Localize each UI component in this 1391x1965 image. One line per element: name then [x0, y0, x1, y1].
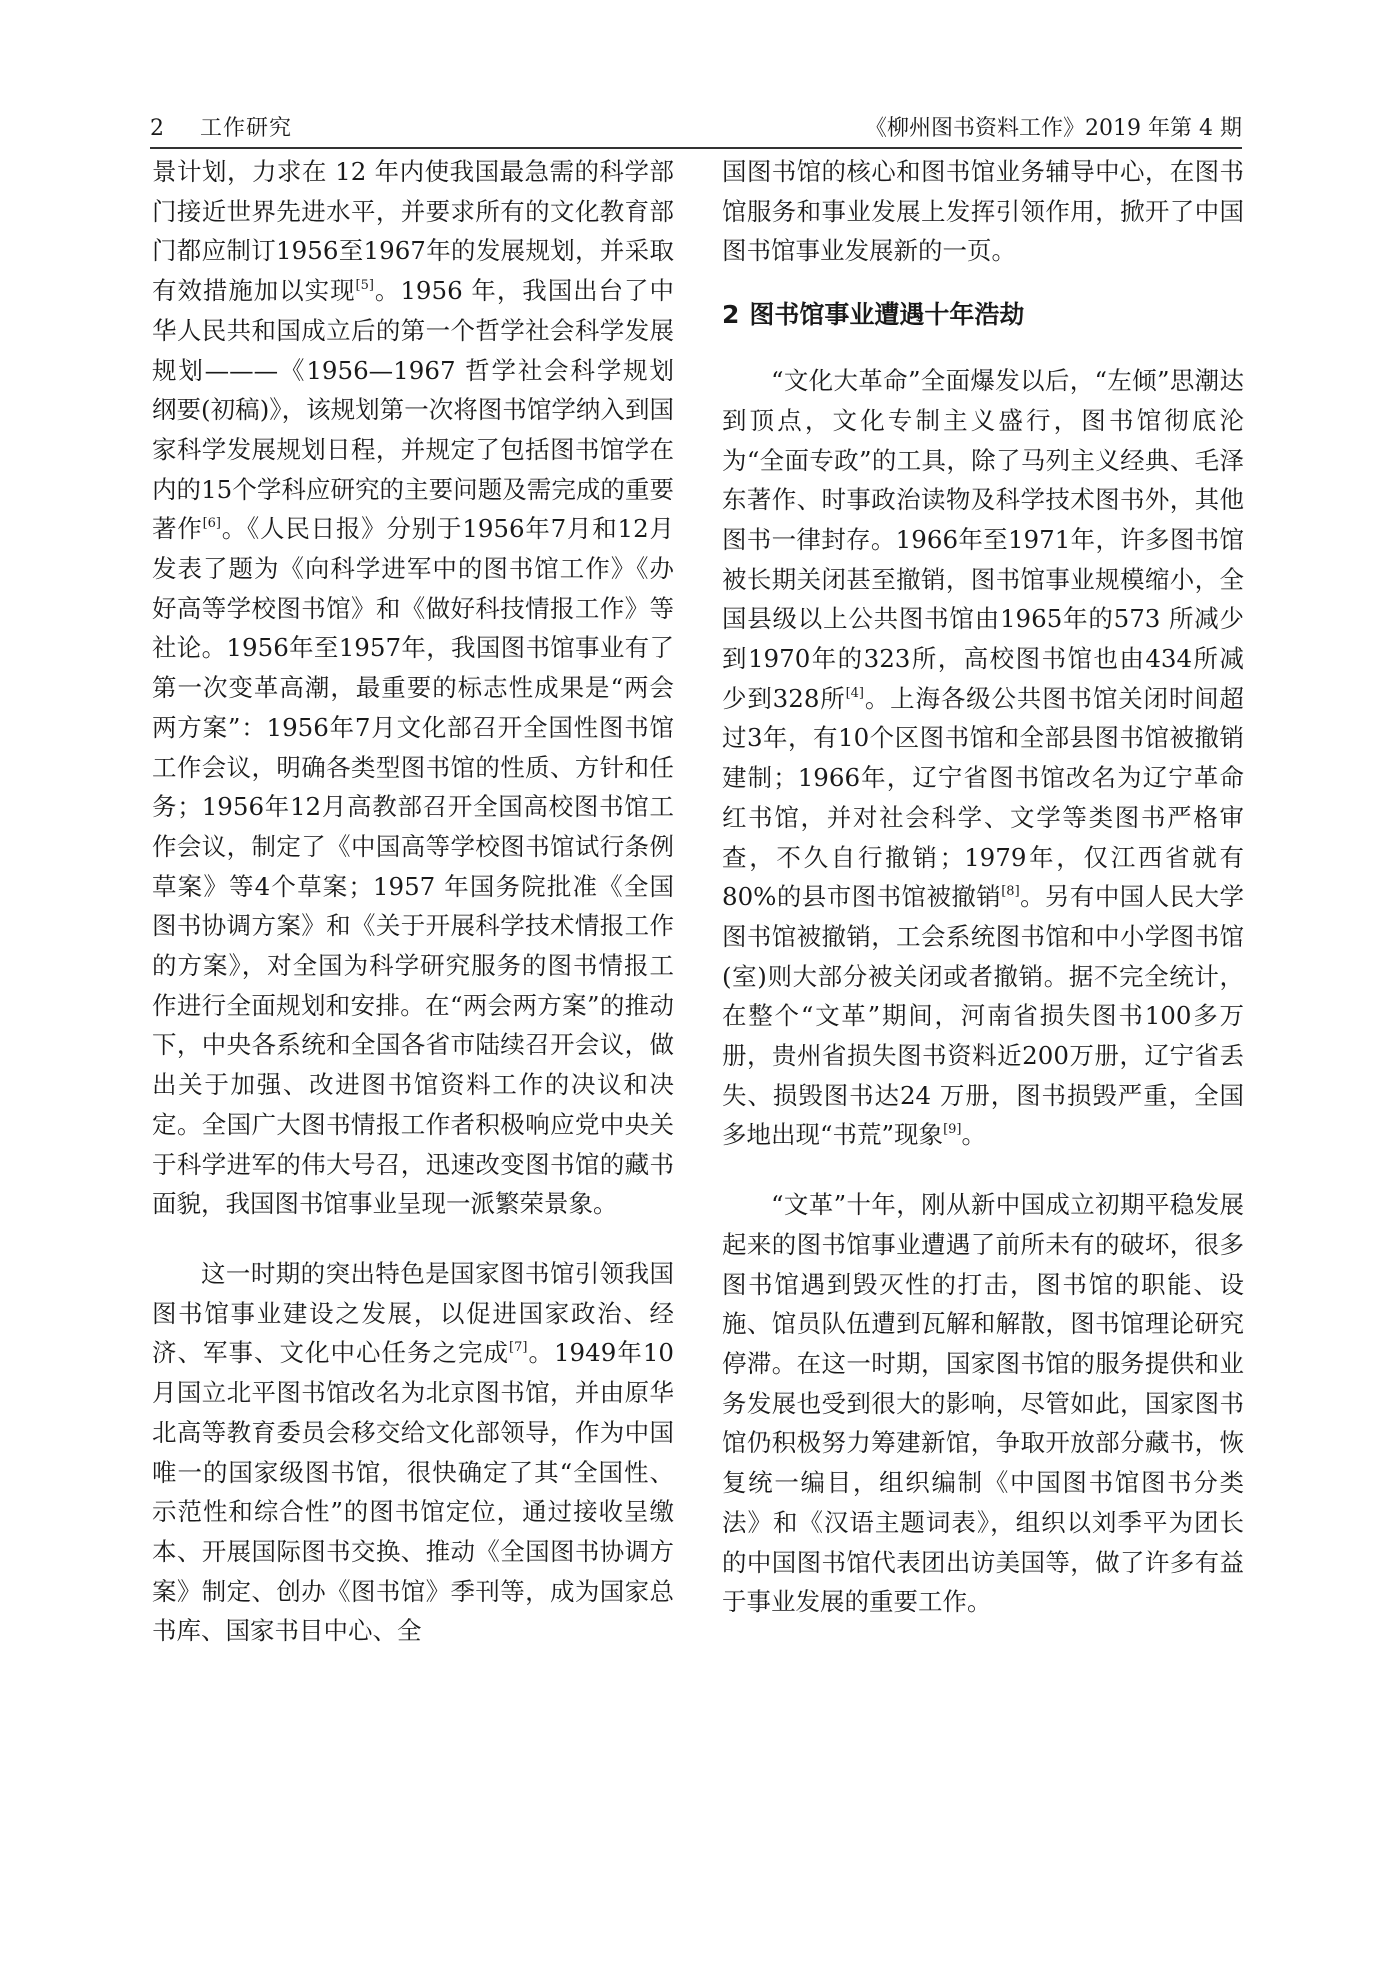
citation: [8]	[1001, 884, 1020, 900]
section-title: 图书馆事业遭遇十年浩劫	[749, 300, 1025, 330]
citation: [7]	[509, 1340, 528, 1356]
section-name: 工作研究	[200, 116, 293, 141]
citation: [5]	[355, 278, 374, 294]
citation: [4]	[845, 685, 865, 701]
header-rule	[150, 147, 1242, 149]
citation: [6]	[202, 516, 221, 532]
running-header	[150, 112, 1242, 146]
paragraph: 这一时期的突出特色是国家图书馆引领我国图书馆事业建设之发展，以促进国家政治、经济、军事、文化中心任务之完成[7]。1949年10月国立北平图书馆改名为北京图书馆，并由原华北高等教育委员会移交给文化部领导，作为中国唯一的国家级图书馆，很快确定了其“全国性、示范性和综合性”的图书馆定位，通过接收呈缴本、开展国际图书交换、推动《全国图书协调方案》制定、创办《图书馆》季刊等，成为国家总书库、国家书目中心、全	[152, 1258, 675, 1646]
journal-issue: 《柳州图书资料工作》2019 年第 4 期	[865, 116, 1242, 141]
section-heading	[722, 295, 1244, 335]
citation: [9]	[943, 1122, 962, 1138]
paragraph: 景计划，力求在 12 年内使我国最急需的科学部门接近世界先进水平，并要求所有的文化教育部门都应制订1956至1967年的发展规划，并采取有效措施加以实现[5]。1956 年，我国出台了中华人民共和国成立后的第一个哲学社会科学发展规划———《1956—1967 哲学社会科学规划纲要(初稿)》，该规划第一次将图书馆学纳入到国家科学发展规划日程，并规定了包括图书馆学在内的15个学科应研究的主要问题及需完成的重要著作[6]。《人民日报》分别于1956年7月和12月发表了题为《向科学进军中的图书馆工作》《办好高等学校图书馆》和《做好科技情报工作》等社论。1956年至1957年，我国图书馆事业有了第一次变革高潮，最重要的标志性成果是“两会两方案”：1956年7月文化部召开全国性图书馆工作会议，明确各类型图书馆的性质、方针和任务；1956年12月高教部召开全国高校图书馆工作会议，制定了《中国高等学校图书馆试行条例草案》等4个草案；1957 年国务院批准《全国图书协调方案》和《关于开展科学技术情报工作的方案》，对全国为科学研究服务的图书情报工作进行全面规划和安排。在“两会两方案”的推动下，中央各系统和全国各省市陆续召开会议，做出关于加强、改进图书馆资料工作的决议和决定。全国广大图书情报工作者积极响应党中央关于科学进军的伟大号召，迅速改变图书馆的藏书面貌，我国图书馆事业呈现一派繁荣景象。	[152, 157, 675, 1219]
left-column	[152, 152, 674, 1651]
paragraph: 国图书馆的核心和图书馆业务辅导中心，在图书馆服务和事业发展上发挥引领作用，掀开了中国图书馆事业发展新的一页。	[722, 157, 1244, 266]
right-column	[722, 152, 1244, 1622]
page-number: 2	[150, 116, 164, 141]
paragraph: “文化大革命”全面爆发以后，“左倾”思潮达到顶点，文化专制主义盛行，图书馆彻底沦为“全面专政”的工具，除了马列主义经典、毛泽东著作、时事政治读物及科学技术图书外，其他图书一律封存。1966年至1971年，许多图书馆被长期关闭甚至撤销，图书馆事业规模缩小，全国县级以上公共图书馆由1965年的573 所减少到1970年的323所，高校图书馆也由434所减少到328所[4]。上海各级公共图书馆关闭时间超过3年，有10个区图书馆和全部县图书馆被撤销建制；1966年，辽宁省图书馆改名为辽宁革命红书馆，并对社会科学、文学等类图书严格审查，不久自行撤销；1979年，仅江西省就有80%的县市图书馆被撤销[8]。另有中国人民大学图书馆被撤销，工会系统图书馆和中小学图书馆(室)则大部分被关闭或者撤销。据不完全统计，在整个“文革”期间，河南省损失图书100多万册，贵州省损失图书资料近200万册，辽宁省丢失、损毁图书达24 万册，图书损毁严重，全国多地出现“书荒”现象[9]。	[722, 366, 1244, 1150]
paragraph: “文革”十年，刚从新中国成立初期平稳发展起来的图书馆事业遭遇了前所未有的破坏，很多图书馆遇到毁灭性的打击，图书馆的职能、设施、馆员队伍遭到瓦解和解散，图书馆理论研究停滞。在这一时期，国家图书馆的服务提供和业务发展也受到很大的影响，尽管如此，国家图书馆仍积极努力筹建新馆，争取开放部分藏书，恢复统一编目，组织编制《中国图书馆图书分类法》和《汉语主题词表》，组织以刘季平为团长的中国图书馆代表团出访美国等，做了许多有益于事业发展的重要工作。	[722, 1190, 1244, 1617]
section-number: 2	[722, 300, 740, 330]
